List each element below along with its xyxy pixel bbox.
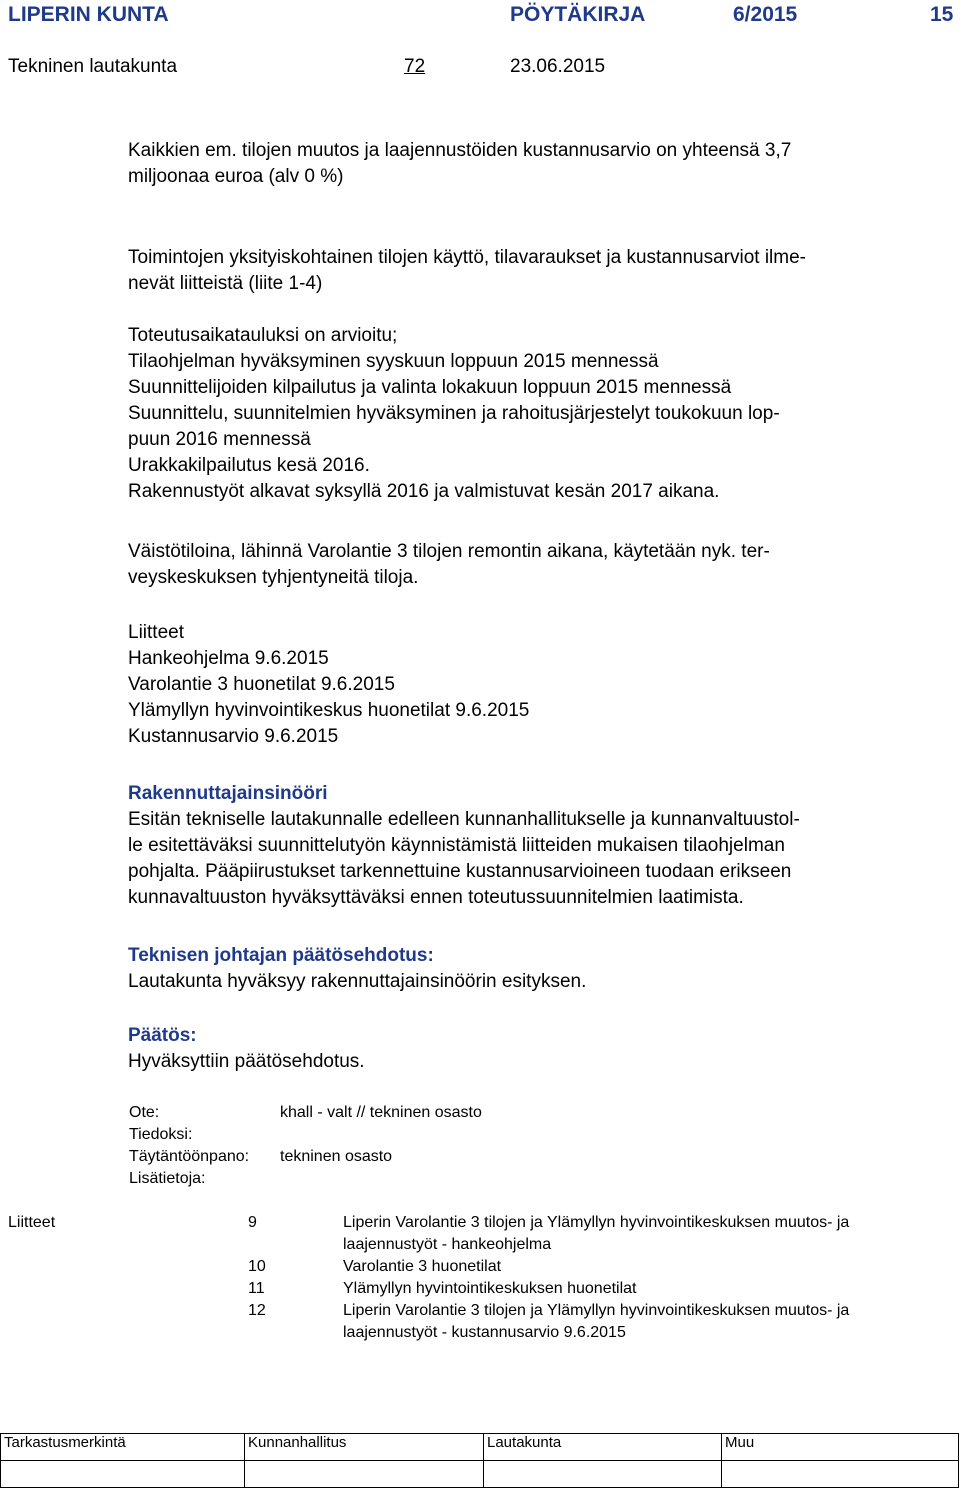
text-line: Suunnittelu, suunnitelmien hyväksyminen ja rahoitusjärjestelyt toukokuun lop- <box>128 403 780 424</box>
attachment-line: Ylämyllyn hyvinvointikeskus huonetilat 9.6.2015 <box>128 700 530 721</box>
attachment-text: laajennustyöt - kustannusarvio 9.6.2015 <box>343 1324 626 1341</box>
footer-cell-council: Kunnanhallitus <box>245 1434 484 1461</box>
lisatietoja-label: Lisätietoja: <box>129 1170 206 1187</box>
footer-row <box>1 1434 959 1461</box>
attachment-text: Ylämyllyn hyvintointikeskuksen huonetilat <box>343 1280 637 1297</box>
engineer-heading: Rakennuttajainsinööri <box>128 783 328 804</box>
taytanto-label: Täytäntöönpano: <box>129 1148 250 1165</box>
decision-section <box>128 1023 365 1075</box>
evacuation-paragraph <box>128 539 770 591</box>
attachment-number: 12 <box>248 1302 266 1319</box>
proposal-section <box>128 943 586 995</box>
taytanto-value: tekninen osasto <box>280 1148 393 1165</box>
text-line: veyskeskuksen tyhjentyneitä tiloja. <box>128 567 419 588</box>
attachment-line: Hankeohjelma 9.6.2015 <box>128 648 329 669</box>
text-line: Tilaohjelman hyväksyminen syyskuun loppuun 2015 mennessä <box>128 351 659 372</box>
municipality-name: LIPERIN KUNTA <box>8 3 169 26</box>
usage-paragraph <box>128 245 806 297</box>
attachment-line: Kustannusarvio 9.6.2015 <box>128 726 339 747</box>
schedule-paragraph <box>128 323 780 505</box>
text-line: Kaikkien em. tilojen muutos ja laajennustöiden kustannusarvio on yhteensä 3,7 <box>128 140 792 161</box>
attachment-text: Varolantie 3 huonetilat <box>343 1258 502 1275</box>
engineer-section <box>128 781 800 911</box>
text-line: Urakkakilpailutus kesä 2016. <box>128 455 370 476</box>
footer-cell-board: Lautakunta <box>484 1434 722 1461</box>
text-line: Esitän tekniselle lautakunnalle edelleen kunnanhallitukselle ja kunnanvaltuustol- <box>128 809 800 830</box>
footer-cell-empty <box>722 1461 959 1488</box>
text-line: le esitettäväksi suunnittelutyön käynnistämistä liitteiden mukaisen tilaohjelman <box>128 835 785 856</box>
attachment-line: Varolantie 3 huonetilat 9.6.2015 <box>128 674 395 695</box>
attachment-text: Liperin Varolantie 3 tilojen ja Ylämyllyn hyvinvointikeskuksen muutos- ja <box>343 1302 850 1319</box>
ote-value: khall - valt // tekninen osasto <box>280 1104 482 1121</box>
attachment-text: Liperin Varolantie 3 tilojen ja Ylämyllyn hyvinvointikeskuksen muutos- ja <box>343 1214 850 1231</box>
section-number: 72 <box>404 56 426 77</box>
text-line: nevät liitteistä (liite 1-4) <box>128 273 323 294</box>
attachment-number: 11 <box>248 1280 265 1297</box>
decision-heading: Päätös: <box>128 1025 197 1046</box>
text-line: miljoonaa euroa (alv 0 %) <box>128 166 344 187</box>
proposal-heading: Teknisen johtajan päätösehdotus: <box>128 945 434 966</box>
text-line: kunnavaltuuston hyväksyttäväksi ennen toteutussuunnitelmien laatimista. <box>128 887 744 908</box>
proposal-text: Lautakunta hyväksyy rakennuttajainsinöörin esityksen. <box>128 971 587 992</box>
document-number: 6/2015 <box>733 3 798 26</box>
attachments-title: Liitteet <box>128 622 184 643</box>
attachments-label: Liitteet <box>8 1214 56 1231</box>
attachments-paragraph <box>128 620 529 750</box>
text-line: Toimintojen yksityiskohtainen tilojen käyttö, tilavaraukset ja kustannusarviot ilme- <box>128 247 806 268</box>
footer-table <box>0 1433 959 1488</box>
footer-cell-empty <box>1 1461 245 1488</box>
attachment-number: 9 <box>248 1214 257 1231</box>
decision-text: Hyväksyttiin päätösehdotus. <box>128 1051 365 1072</box>
page-number: 15 <box>930 3 954 26</box>
text-line: puun 2016 mennessä <box>128 429 311 450</box>
cost-paragraph <box>128 138 791 190</box>
text-line: pohjalta. Pääpiirustukset tarkennettuine kustannusarvioineen tuodaan erikseen <box>128 861 792 882</box>
attachment-text: laajennustyöt - hankeohjelma <box>343 1236 552 1253</box>
ote-label: Ote: <box>129 1104 160 1121</box>
text-line: Rakennustyöt alkavat syksyllä 2016 ja valmistuvat kesän 2017 aikana. <box>128 481 720 502</box>
tiedoksi-label: Tiedoksi: <box>129 1126 193 1143</box>
footer-cell-review: Tarkastusmerkintä <box>1 1434 245 1461</box>
footer-row <box>1 1461 959 1488</box>
text-line: Suunnittelijoiden kilpailutus ja valinta lokakuun loppuun 2015 mennessä <box>128 377 732 398</box>
committee-name: Tekninen lautakunta <box>8 56 178 77</box>
attachment-number: 10 <box>248 1258 266 1275</box>
footer-cell-empty <box>484 1461 722 1488</box>
footer-cell-empty <box>245 1461 484 1488</box>
document-type: PÖYTÄKIRJA <box>510 3 646 26</box>
meeting-date: 23.06.2015 <box>510 56 606 77</box>
text-line: Väistötiloina, lähinnä Varolantie 3 tilojen remontin aikana, käytetään nyk. ter- <box>128 541 770 562</box>
footer-cell-other: Muu <box>722 1434 959 1461</box>
text-line: Toteutusaikatauluksi on arvioitu; <box>128 325 398 346</box>
